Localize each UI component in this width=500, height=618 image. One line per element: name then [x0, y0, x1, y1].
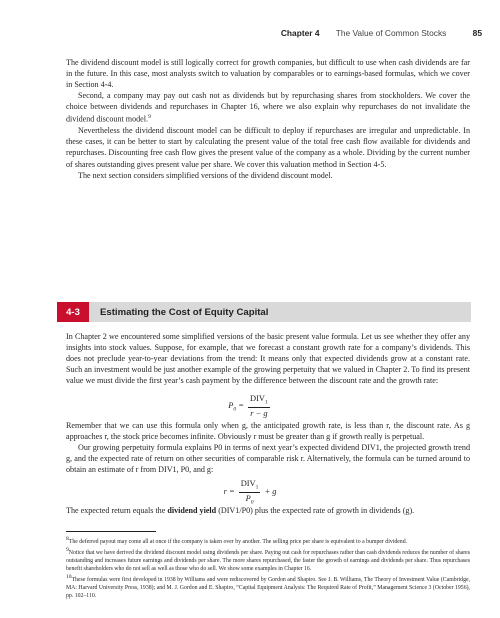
intro-text	[66, 57, 470, 181]
fraction: $\frac{DIV_1}{P_0}$	[240, 479, 259, 506]
paragraph: The next section considers simplified versions of the dividend discount model.	[78, 170, 333, 180]
footnote-mark: 9	[148, 114, 151, 121]
section-heading	[57, 302, 471, 322]
equation-return: r = $\frac{DIV_1}{P_0}$ + g	[223, 479, 277, 506]
body-paras-2	[66, 505, 470, 516]
footnotes	[66, 535, 470, 600]
section-number: 4-3	[57, 302, 89, 322]
paragraph: The dividend discount model is still logically correct for growth companies, but difficult to use when cash dividends are far in the future. In this case, most analysts switch to valuation by comparables or to earnings-based formulas, which we cover in Section 4-4.	[66, 58, 470, 90]
page-number: 85	[472, 28, 482, 38]
footnote: $^9$Notice that we have derived the dividend discount model using dividends per share. Paying out cash for repurchases rather than cash dividends reduces the number of shares outstanding and increases future earnings and dividends per share. The more shares repurchased, the faster the growth of earnings and dividends per share. Thus repurchases benefit shareholders who do not sell as well as those who do sell. We show some examples in Chapter 16.	[66, 546, 470, 572]
body-paras	[66, 420, 470, 475]
footnote: $^8$The deferred payout may come all at once if the company is taken over by another. The selling price per share is equivalent to a bumper dividend.	[66, 536, 408, 545]
body-para-1	[66, 331, 470, 386]
key-term: dividend yield	[167, 506, 217, 515]
paragraph: Nevertheless the dividend discount model can be difficult to deploy if repurchases are irregular and unpredictable. In these cases, it can be better to start by calculating the present value of the total free cash flow available for dividends and repurchases. Discounting free cash flow gives the present value of the company as a whole. Dividing by the current number of shares outstanding gives present value per share. We cover this valuation method in Section 4-5.	[66, 126, 470, 169]
paragraph: Our growing perpetuity formula explains P0 in terms of next year’s expected dividend DIV1, the projected growth trend g, and the expected rate of return on other securities of comparable risk r. Alternatively, the formula can be turned around to obtain an estimate of r from DIV1, P0, and g:	[66, 443, 470, 475]
paragraph: Remember that we can use this formula only when g, the anticipated growth rate, is less than r, the discount rate. As g approaches r, the stock price becomes infinite. Obviously r must be greater than g if growth really is perpetual.	[66, 421, 470, 442]
fraction: $\frac{DIV_1}{r - g}$	[250, 394, 268, 418]
chapter-label: Chapter 4	[280, 28, 320, 38]
equation-price: $P_0$ = $\frac{DIV_1}{r - g}$	[228, 394, 268, 418]
section-title: Estimating the Cost of Equity Capital	[100, 306, 269, 318]
paragraph: In Chapter 2 we encountered some simplified versions of the basic present value formula. Let us see whether they offer any insights into stock values. Suppose, for example, that we forecast a constant growth rate for a company’s dividends. This does not preclude year-to-year deviations from the trend: It means only that expected dividends grow at a constant rate. Such an investment would be just another example of the growing perpetuity that we valued in Chapter 2. To find its present value we must divide the first year’s cash payment by the difference between the discount rate and the growth rate:	[66, 332, 470, 386]
paragraph: Second, a company may pay out cash not as dividends but by repurchasing shares from stockholders. We cover the choice between dividends and repurchases in Chapter 16, where we also explain why repurchases do not invalidate the dividend discount model.$^9$	[66, 91, 470, 125]
paragraph: The expected return equals the dividend yield (DIV1/P0) plus the expected rate of growth in dividends (g).	[66, 506, 415, 515]
running-header	[281, 28, 482, 38]
footnote: $^{10}$These formulas were first developed in 1938 by Williams and were rediscovered by Gordon and Shapiro. See J. B. Williams, The Theory of Investment Value (Cambridge, MA: Harvard University Press, 1938); and M. J. Gordon and E. Shapiro, “Capital Equipment Analysis: The Required Rate of Profit,” Management Science 3 (October 1956), pp. 102–110.	[66, 573, 470, 599]
footnote-divider	[66, 531, 156, 532]
chapter-title: The Value of Common Stocks	[335, 28, 447, 38]
